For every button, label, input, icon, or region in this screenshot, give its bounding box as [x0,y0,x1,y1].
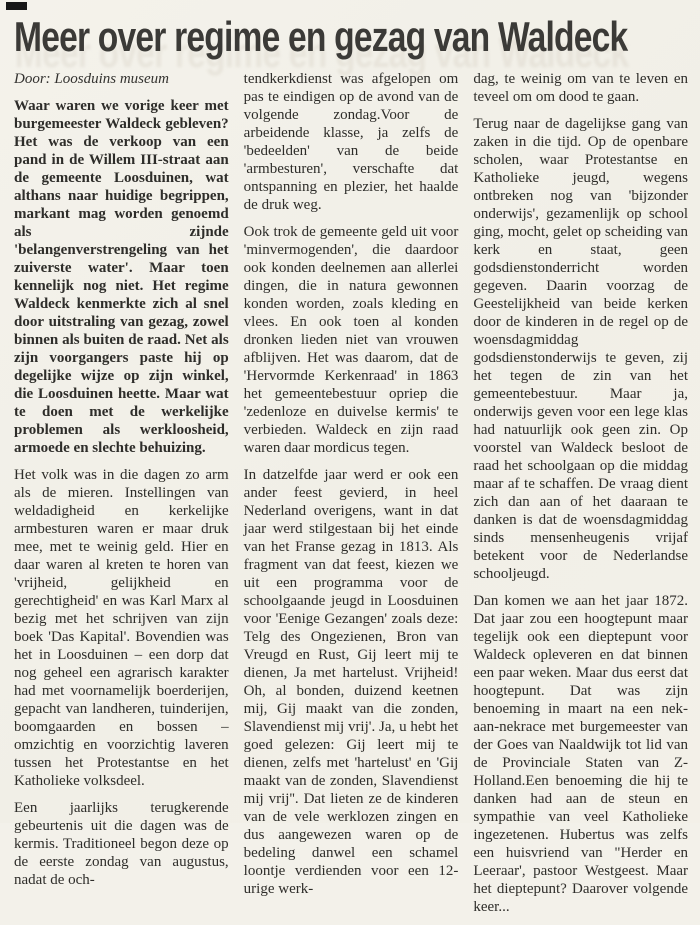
article-headline: Meer over regime en gezag van Waldeck [14,13,628,60]
byline: Door: Loosduins museum [14,71,170,87]
paragraph: Het volk was in die dagen zo arm als de mieren. Instellingen van weldadigheid en kerkelijke armbesturen waren er maar druk mee, met te weinig geld. Hier en daar waren al kreten te horen van 'vrijheid, gelijkheid en gerechtigheid' en was Karl Marx al bezig met het schrijven van zijn boek 'Das Kapital'. Bovendien was het in Loosduinen – een dorp dat nog geheel een agrarisch karakter had met voornamelijk boerderijen, gepacht van landheren, tuinderijen, boomgaarden en bossen – omzichtig en voorzichtig laveren tussen het Protestantse en het Katholieke volksdeel. [14,467,229,789]
paragraph: Dan komen we aan het jaar 1872. Dat jaar zou een hoogtepunt maar tegelijk ook een dieptepunt voor Waldeck opleveren en dat binnen een paar weken. Maar dus eerst dat hoogtepunt. Dat was zijn benoeming in maart na een nek-aan-nekrace met burgemeester van der Goes van Naaldwijk tot lid van de Provinciale Staten van Z-Holland.Een benoeming die hij te danken had aan de steun en sympathie van veel Katholieke ingezetenen. Hubertus was zelfs een huisvriend van "Herder en Leeraar', pastoor Westgeest. Maar het dieptepunt? Daarover volgende keer... [473,593,689,915]
scan-corner-mark [6,2,27,10]
column-2 [244,70,459,925]
paragraph: Terug naar de dagelijkse gang van zaken in die tijd. Op de openbare scholen, waar Protestantse en Katholieke jeugd, wegens ontbreken nog van 'bijzonder onderwijs', gezamenlijk op school ging, mocht, gelet op scheiding van kerk en staat, geen godsdienstonderricht worden gegeven. Daarin voorzag de Geestelijkheid van beide kerken door de kinderen in de regel op de woensdagmiddag godsdienstonderwijs te geven, zij het tegen de zin van het gemeentebestuur. Maar ja, onderwijs geven voor een lege klas had natuurlijk ook geen zin. Op voorstel van Waldeck besloot de raad het schoolgaan op die middag maar af te schaffen. De vraag dient zich dan aan of het daaraan te danken is dat de woensdagmiddag sinds mensenheugenis vrijaf betekent voor de Nederlandse schooljeugd. [473,116,689,582]
paragraph-lead: Waar waren we vorige keer met burgemeester Waldeck gebleven? Het was de verkoop van een pand in de Willem III-straat aan de gemeente Loosduinen, wat althans naar huidige begrippen, markant mag worden genoemd als zijnde 'belangenverstrengeling van het zuiverste water'. Maar toen kennelijk nog niet. Het regime Waldeck kenmerkte zich al snel door uitstraling van gezag, zowel binnen als buiten de raad. Net als zijn voorgangers paste hij op degelijke wijze op zijn winkel, die Loosduinen heette. Maar wat te doen met de werkelijke problemen als werkloosheid, armoede en slechte behuizing. [14,98,229,456]
article-columns [14,70,688,925]
column-3 [473,70,688,925]
paragraph: dag, te weinig om van te leven en teveel om om dood te gaan. [473,71,689,105]
paragraph: tendkerkdienst was afgelopen om pas te eindigen op de avond van de volgende zondag.Voor de arbeidende klasse, ja zelfs de 'bedeelden' van de beide 'armbesturen', verschafte dat ontspanning en plezier, het haalde de druk weg. [243,71,459,213]
column-1 [14,70,229,925]
paragraph: Een jaarlijks terugkerende gebeurtenis uit die dagen was de kermis. Traditioneel begon deze op de eerste zondag van augustus, nadat de och- [14,800,229,888]
paragraph: In datzelfde jaar werd er ook een ander feest gevierd, in heel Nederland overigens, want in dat jaar werd stilgestaan bij het einde van het Franse gezag in 1813. Als fragment van dat feest, kiezen we uit een programma voor de schoolgaande jeugd in Loosduinen voor 'Eenige Gezangen' zoals deze: Telg des Ongezienen, Bron van Vreugd en Rust, Gij leert mij te dienen, Ja met hartelust. Vrijheid! Oh, al bonden, duizend keetnen mij, Gij maakt van die zonden, Slavendienst mij vrij'. Ja, u hebt het goed gelezen: Gij leert mij te dienen, zelfs met 'hartelust' en 'Gij maakt van de zonden, Slavendienst mij vrij''. Dat lieten ze de kinderen van de vele werklozen zingen en dus aangewezen waren op de bedeling danwel een schamel loontje verdienden voor een 12-urige werk- [243,467,459,897]
paragraph: Ook trok de gemeente geld uit voor 'minvermogenden', die daardoor ook konden deelnemen aan allerlei dingen, die in natura gewonnen konden worden, zoals kleding en vlees. En ook toen al konden dronken lieden niet van vrouwen afblijven. Het was daarom, dat de 'Hervormde Kerkenraad' in 1863 het gemeentebestuur opriep die 'zedenloze en duivelse kermis' te verbieden. Waldeck en zijn raad waren daar mordicus tegen. [243,224,459,456]
